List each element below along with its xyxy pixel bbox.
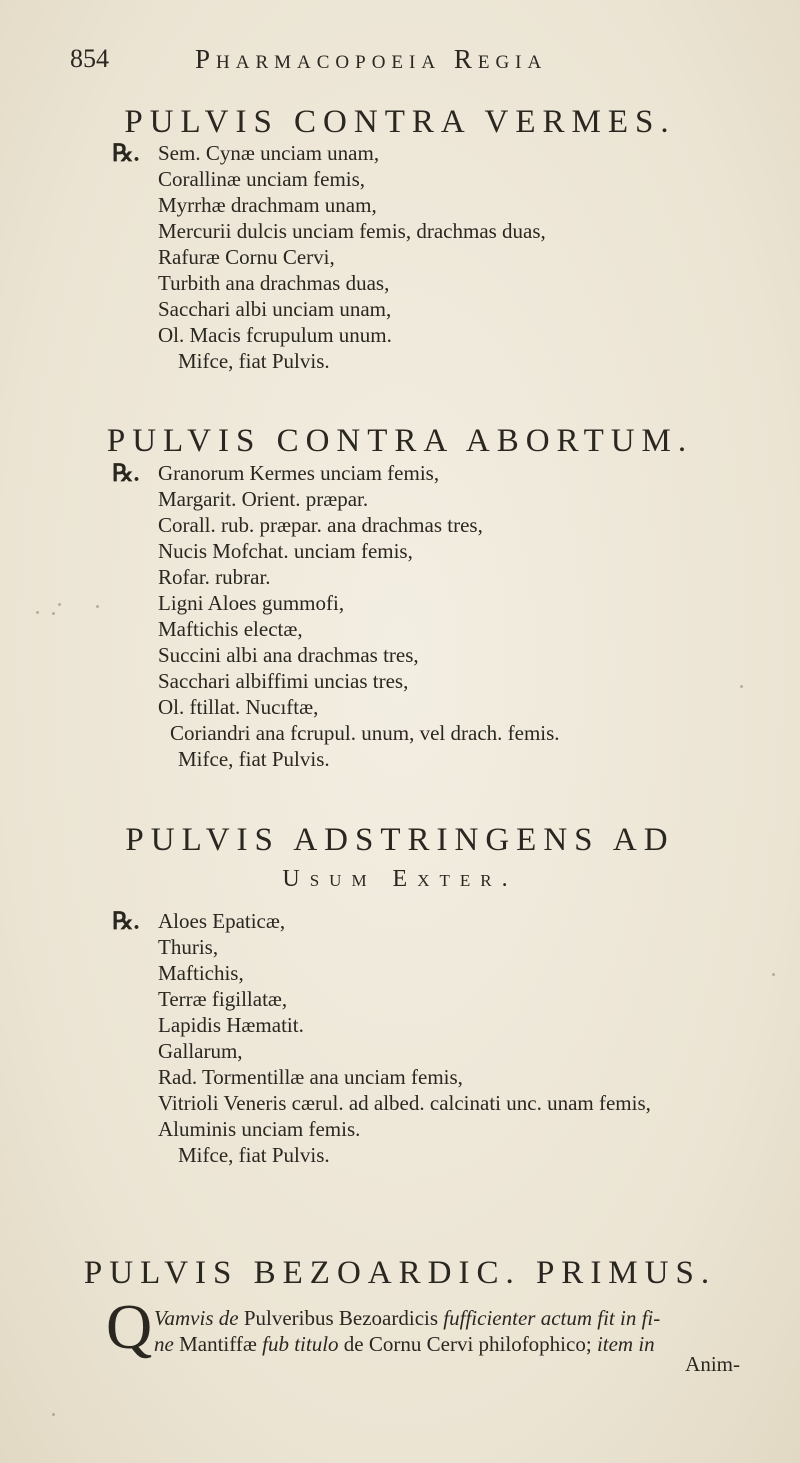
recipe-line: Rad. Tormentillæ ana unciam femis, [158,1065,463,1089]
paragraph-run: Mantiffæ [173,1332,263,1356]
recipe-line: Mercurii dulcis unciam femis, drachmas duas, [158,219,546,243]
paper-speck [96,605,99,608]
recipe-line: Turbith ana drachmas duas, [158,271,390,295]
paragraph-run: ne [154,1332,174,1356]
recipe-line: Ligni Aloes gummofi, [158,591,345,615]
catchword: Anim- [685,1352,740,1376]
recipe-line: Sacchari albi unciam unam, [158,297,392,321]
section-heading-abortum: PULVIS CONTRA ABORTUM. [106,423,694,459]
recipe-line: Thuris, [158,935,219,959]
paragraph-run: de [218,1306,239,1330]
paper-speck [36,611,39,614]
recipe-line: Maftichis electæ, [158,617,303,641]
recipe-symbol: ℞. [112,141,140,167]
recipe-line: Lapidis Hæmatit. [158,1013,304,1037]
recipe-closing-line: Mifce, fiat Pulvis. [178,747,330,771]
recipe-line: Rafuræ Cornu Cervi, [158,245,335,269]
recipe-line: Myrrhæ drachmam unam, [158,193,377,217]
paragraph-run: fufficienter actum fit in fi- [443,1306,661,1330]
recipe-line: Nucis Mofchat. unciam femis, [158,539,413,563]
recipe-line: Margarit. Orient. præpar. [158,487,369,511]
section-heading-vermes: PULVIS CONTRA VERMES. [124,104,676,140]
running-head [70,44,750,84]
paragraph-run: Pulveribus Bezoardicis [238,1306,444,1330]
running-title: Pharmacopoeia Regia [195,44,548,74]
paragraph-line-2 [154,1331,655,1357]
paragraph-run: de Cornu Cervi philofophico; [338,1332,597,1356]
recipe-line: Corallinæ unciam femis, [158,167,366,191]
paper-speck [740,685,743,688]
recipe-symbol: ℞. [112,909,140,935]
recipe-line: Terræ figillatæ, [158,987,288,1011]
section-heading-bezoardic: PULVIS BEZOARDIC. PRIMUS. [83,1255,717,1291]
recipe-line: Aloes Epaticæ, [158,909,286,933]
recipe-line: Vitrioli Veneris cærul. ad albed. calcinati unc. unam femis, [158,1091,651,1115]
recipe-line: Corall. rub. præpar. ana drachmas tres, [158,513,483,537]
paragraph-run: Vamvis [154,1306,219,1330]
recipe-line: Ol. ftillat. Nucıftæ, [158,695,319,719]
recipe-line: Succini albi ana drachmas tres, [158,643,419,667]
paragraph-line-1 [154,1305,660,1331]
recipe-line: Sacchari albiffimi uncias tres, [158,669,409,693]
paragraph-run: fub titulo [262,1332,339,1356]
page-number: 854 [70,44,109,73]
recipe-symbol: ℞. [112,461,140,487]
recipe-line: Sem. Cynæ unciam unam, [158,141,380,165]
paper-speck [52,1413,55,1416]
section-heading-adstringens: PULVIS ADSTRINGENS AD [125,822,675,858]
recipe-line: Ol. Macis fcrupulum unum. [158,323,392,347]
recipe-line: Gallarum, [158,1039,243,1063]
paper-speck [52,612,55,615]
recipe-closing-line: Mifce, fiat Pulvis. [178,349,330,373]
recipe-line: Aluminis unciam femis. [158,1117,361,1141]
paragraph-run: item in [596,1332,655,1356]
recipe-line: Coriandri ana fcrupul. unum, vel drach. femis. [170,721,560,745]
paper-speck [772,973,775,976]
section-subheading: Usum Exter. [282,866,518,892]
paper-speck [58,603,61,606]
recipe-line: Maftichis, [158,961,244,985]
drop-cap: Q [106,1291,153,1362]
recipe-closing-line: Mifce, fiat Pulvis. [178,1143,330,1167]
recipe-line: Rofar. rubrar. [158,565,271,589]
recipe-line: Granorum Kermes unciam femis, [158,461,440,485]
